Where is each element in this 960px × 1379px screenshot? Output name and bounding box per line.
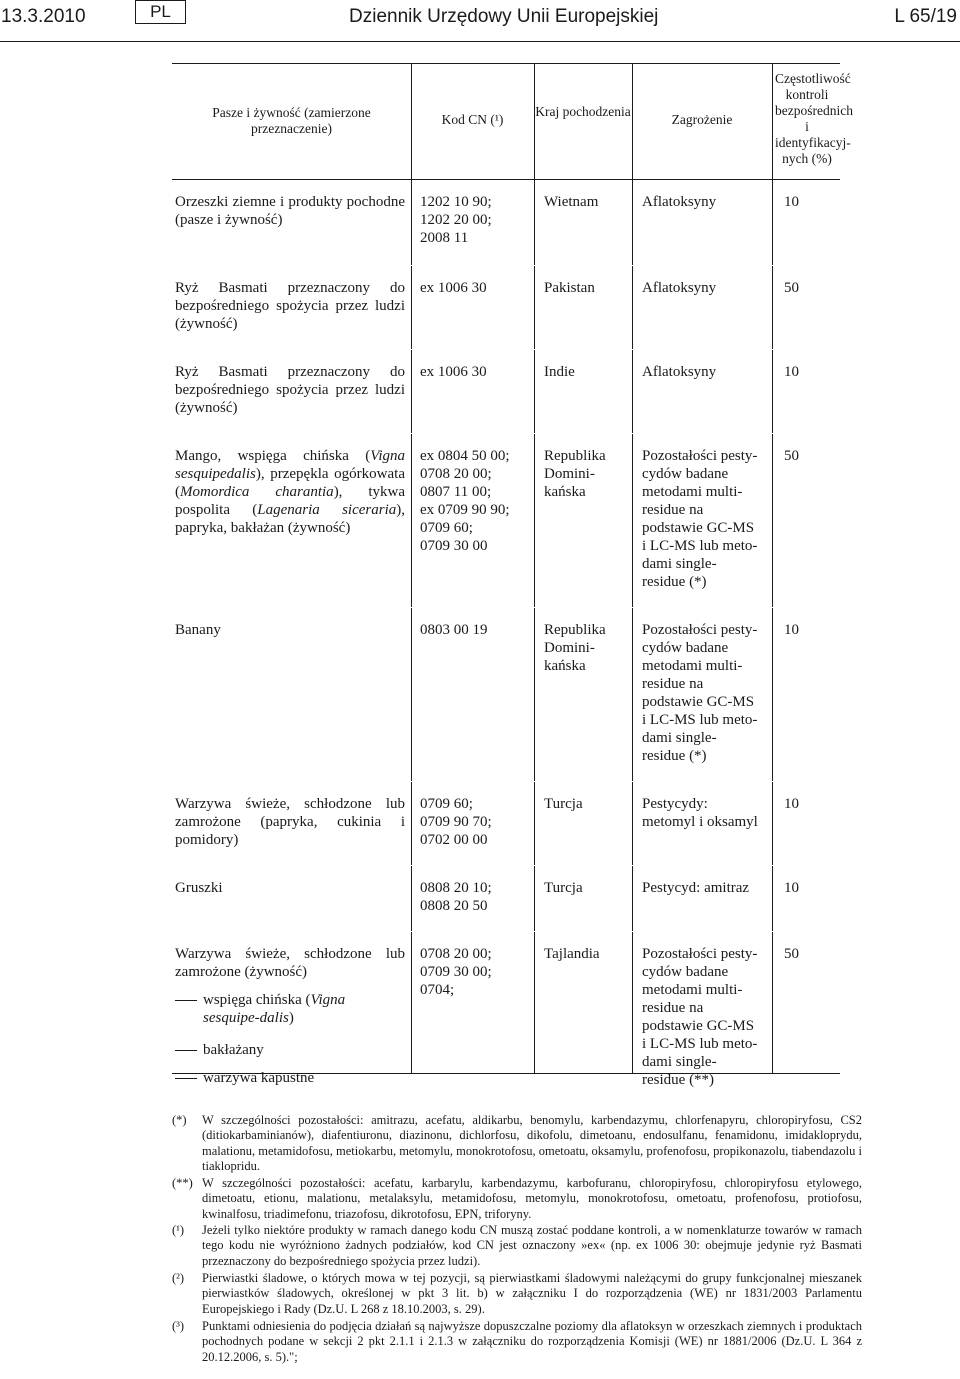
origin-cell: Republika Domini- kańska — [544, 448, 606, 500]
footnote-text: Pierwiastki śladowe, o których mowa w tej pozycji, są pierwiastkami śladowymi należącymi do grupy funkcjonalnej mieszanek pierwiastków śladowych, określonej w pkt 3 lit. b) w załączniku I do rozporządzenia (WE) nr 1831/2003 Parlamentu Europejskiego i Rady (Dz.U. L 268 z 18.10.2003, s. 29). — [202, 1271, 862, 1316]
footnote-marker: (**) — [172, 1176, 193, 1190]
cn-code-cell: 0708 20 00; 0709 30 00; 0704; — [420, 946, 492, 998]
cn-code-cell: 1202 10 90; 1202 20 00; 2008 11 — [420, 194, 492, 246]
column-divider — [411, 63, 412, 1073]
product-subitem — [175, 991, 405, 1027]
table-header-rule — [172, 179, 840, 180]
product-cell: Gruszki — [175, 880, 223, 896]
column-header-frequency: Częstotliwość kontroli bezpośrednich i identyfikacyj-nych (%) — [775, 71, 853, 166]
footnote-marker: (¹) — [172, 1223, 185, 1237]
hazard-cell: Pestycyd: amitraz — [642, 880, 750, 896]
footnote-marker: (*) — [172, 1113, 187, 1127]
row-spacer — [172, 781, 840, 782]
page-number: L 65/19 — [894, 6, 957, 27]
column-header-cn-code: Kod CN (¹) — [441, 112, 504, 127]
footnote-text: W szczególności pozostałości: acefatu, karbarylu, karbendazymu, karbofuranu, chloropiryfosu, chloropiryfosu etylowego, dimetoatu, etionu, malationu, metalaksylu, metamidofosu, metomylu, monokrotofosu, ometoatu, profenofosu, protiofosu, kwinalfosu, triadimefonu, triazofosu, dikrotofosu, EPN, triforyny. — [202, 1176, 862, 1221]
footnote — [172, 1271, 862, 1317]
footnote — [172, 1176, 862, 1222]
hazard-cell: Pestycydy: metomyl i oksamyl — [642, 796, 758, 830]
footnote-text: Jeżeli tylko niektóre produkty w ramach danego kodu CN muszą zostać poddane kontroli, a w nomenklaturze towarów w ramach tego kodu nie wyróżniono żadnych podziałów, kod CN jest oznaczony »ex« (np. ex 1006 30: obejmuje jedynie ryż Basmati przeznaczony do bezpośredniego spożycia przez ludzi). — [202, 1223, 862, 1268]
cn-code-cell: ex 1006 30 — [420, 364, 487, 380]
row-spacer — [172, 433, 840, 434]
footnote — [172, 1113, 862, 1174]
product-subitem-text: bakłażany — [203, 1042, 264, 1058]
hazard-cell: Aflatoksyny — [642, 280, 717, 296]
frequency-cell: 50 — [784, 946, 799, 962]
row-spacer — [172, 865, 840, 866]
frequency-cell: 10 — [784, 194, 799, 210]
cn-code-cell: 0709 60; 0709 90 70; 0702 00 00 — [420, 796, 492, 848]
hazard-cell: Pozostałości pesty- cydów badane metodami multi- residue na podstawie GC-MS i LC-MS lub meto- dami single- residue (*) — [642, 448, 758, 590]
frequency-cell: 10 — [784, 622, 799, 638]
product-cell: Warzywa świeże, schłodzone lub zamrożone (papryka, cukinia i pomidory) — [175, 796, 405, 848]
origin-cell: Turcja — [544, 880, 583, 896]
column-header-product: Pasze i żywność (zamierzone przeznaczenie) — [212, 105, 371, 136]
product-subitem-text: warzywa kapustne — [203, 1070, 315, 1086]
hazard-cell: Aflatoksyny — [642, 364, 717, 380]
product-cell: Orzeszki ziemne i produkty pochodne (pasze i żywność) — [175, 194, 405, 228]
row-spacer — [172, 349, 840, 350]
footnote — [172, 1223, 862, 1269]
frequency-cell: 10 — [784, 880, 799, 896]
column-header-origin: Kraj pochodzenia — [535, 104, 631, 119]
cn-code-cell: 0808 20 10; 0808 20 50 — [420, 880, 492, 914]
origin-cell: Wietnam — [544, 194, 599, 210]
product-subitem — [175, 1069, 405, 1087]
product-cell: Ryż Basmati przeznaczony do bezpośredniego spożycia przez ludzi (żywność) — [175, 280, 405, 332]
dash-bullet — [175, 1000, 197, 1001]
product-cell: Ryż Basmati przeznaczony do bezpośredniego spożycia przez ludzi (żywność) — [175, 364, 405, 416]
hazard-cell: Pozostałości pesty- cydów badane metodami multi- residue na podstawie GC-MS i LC-MS lub meto- dami single- residue (*) — [642, 622, 758, 764]
origin-cell: Indie — [544, 364, 575, 380]
product-cell: Banany — [175, 622, 221, 638]
header-rule — [0, 41, 960, 42]
dash-bullet — [175, 1078, 197, 1079]
row-spacer — [172, 607, 840, 608]
cn-code-cell: 0803 00 19 — [420, 622, 488, 638]
origin-cell: Republika Domini- kańska — [544, 622, 606, 674]
journal-title: Dziennik Urzędowy Unii Europejskiej — [349, 6, 659, 27]
frequency-cell: 10 — [784, 364, 799, 380]
hazard-cell: Pozostałości pesty- cydów badane metodami multi- residue na podstawie GC-MS i LC-MS lub meto- dami single- residue (**) — [642, 946, 758, 1088]
hazard-cell: Aflatoksyny — [642, 194, 717, 210]
cn-code-cell: ex 1006 30 — [420, 280, 487, 296]
frequency-cell: 10 — [784, 796, 799, 812]
product-subitem — [175, 1041, 405, 1059]
frequency-cell: 50 — [784, 448, 799, 464]
frequency-cell: 50 — [784, 280, 799, 296]
origin-cell: Turcja — [544, 796, 583, 812]
product-cell: Mango, wspięga chińska (Vigna sesquipedalis), przepękla ogórkowata (Momordica charantia), tykwa pospolita (Lagenaria siceraria), papryka, bakłażan (żywność) — [175, 448, 406, 536]
column-header-hazard: Zagrożenie — [671, 112, 733, 127]
origin-cell: Tajlandia — [544, 946, 600, 962]
publication-date: 13.3.2010 — [1, 6, 86, 27]
dash-bullet — [175, 1050, 197, 1051]
column-divider — [632, 63, 633, 1073]
row-spacer — [172, 931, 840, 932]
table-top-rule — [172, 63, 840, 64]
language-badge: PL — [135, 0, 186, 24]
footnote-marker: (²) — [172, 1271, 185, 1285]
footnote-text: Punktami odniesienia do podjęcia działań są najwyższe dopuszczalne poziomy dla aflatoksyn w orzeszkach ziemnych i produktach pochodnych podane w sekcji 2 pkt 2.1.1 i 2.1.3 w załączniku do rozporządzenia Komisji (WE) nr 1881/2006 (Dz.U. L 364 z 20.12.2006, s. 5)."; — [202, 1319, 862, 1364]
cn-code-cell: ex 0804 50 00; 0708 20 00; 0807 11 00; ex 0709 90 90; 0709 60; 0709 30 00 — [420, 448, 510, 554]
footnote-text: W szczególności pozostałości: amitrazu, acefatu, aldikarbu, benomylu, karbendazymu, chlorfenapyru, chloropiryfosu, CS2 (ditiokarbaminianów), diafentiuronu, diazinonu, dichlorfosu, dikofolu, dimetoanu, endosulfanu, fenamidonu, imidakloprydu, malationu, metamidofosu, metiokarbu, metomylu, monokrotofosu, ometoatu, oksamylu, profenofosu, propikonazolu, tiabendazolu i tiaklopridu. — [202, 1113, 862, 1173]
product-cell: Warzywa świeże, schłodzone lub zamrożone (żywność) — [175, 946, 405, 980]
product-subitem-text: wspięga chińska (Vigna sesquipe-dalis) — [203, 992, 346, 1026]
footnote-marker: (³) — [172, 1319, 185, 1333]
journal-header — [0, 0, 960, 44]
footnote — [172, 1319, 862, 1365]
column-divider — [534, 63, 535, 1073]
row-spacer — [172, 265, 840, 266]
origin-cell: Pakistan — [544, 280, 595, 296]
